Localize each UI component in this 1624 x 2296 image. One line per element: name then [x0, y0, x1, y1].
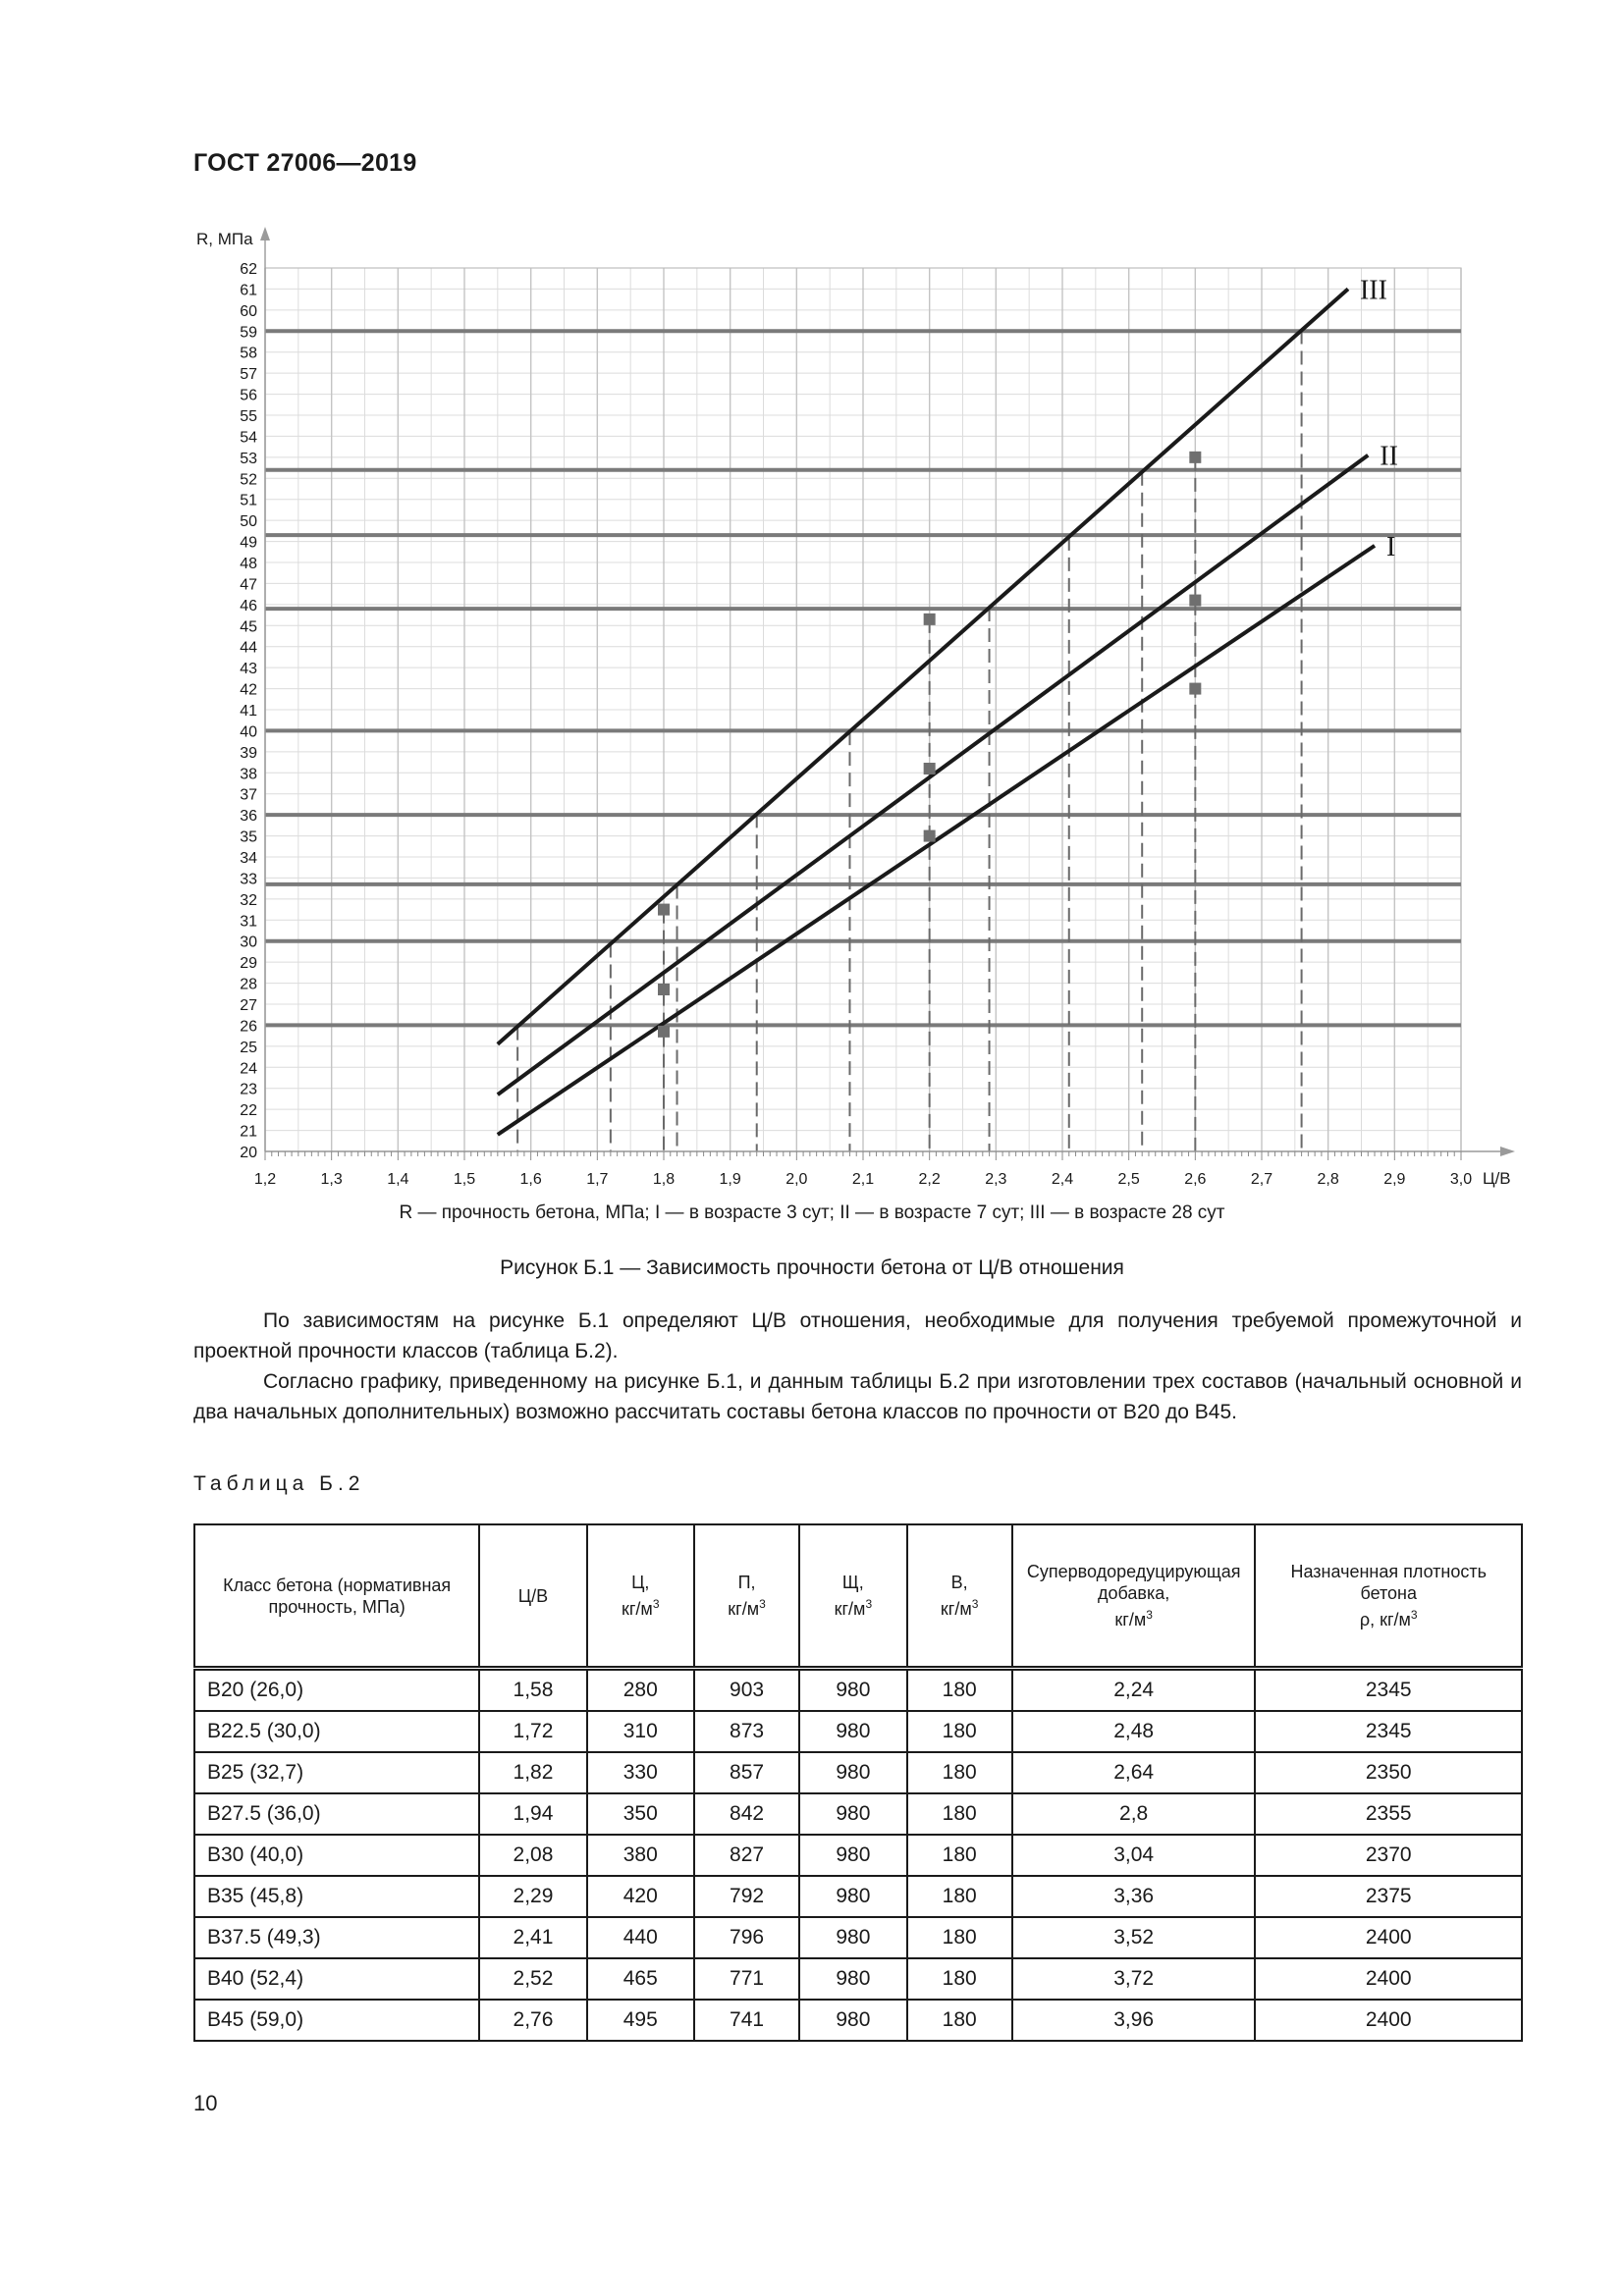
document-header: ГОСТ 27006—2019	[193, 149, 417, 177]
y-tick-label: 40	[240, 723, 257, 741]
table-cell: 903	[694, 1669, 799, 1712]
series-line-III	[498, 289, 1348, 1043]
table-header-cell: Назначенная плотность бетона ρ, $кг/м^3$	[1255, 1524, 1522, 1669]
table-cell: 2,24	[1012, 1669, 1256, 1712]
y-tick-label: 21	[240, 1123, 257, 1141]
mix-table	[193, 1523, 1523, 2042]
y-tick-label: 41	[240, 703, 257, 720]
x-tick-label: 1,2	[253, 1171, 277, 1188]
table-cell: 3,72	[1012, 1958, 1256, 2000]
table-cell: 350	[587, 1793, 694, 1835]
table-cell: 792	[694, 1876, 799, 1917]
table-cell: 495	[587, 2000, 694, 2041]
x-tick-label: 2,6	[1184, 1171, 1207, 1188]
x-tick-label: 2,5	[1117, 1171, 1140, 1188]
data-point	[1189, 683, 1201, 695]
x-tick-label: 2,9	[1383, 1171, 1406, 1188]
y-tick-label: 45	[240, 618, 257, 636]
table-cell: 1,72	[479, 1711, 586, 1752]
table-cell: 796	[694, 1917, 799, 1958]
y-tick-label: 28	[240, 976, 257, 993]
table-cell: В35 (45,8)	[194, 1876, 479, 1917]
y-tick-label: 31	[240, 913, 257, 931]
table-cell: 465	[587, 1958, 694, 2000]
y-tick-label: 62	[240, 261, 257, 278]
table-cell: 2350	[1255, 1752, 1522, 1793]
x-tick-label: 2,7	[1250, 1171, 1273, 1188]
table-cell: 440	[587, 1917, 694, 1958]
table-cell: 842	[694, 1793, 799, 1835]
table-cell: 980	[799, 1669, 906, 1712]
table-header-cell: Суперводоредуцирующая добавка, $кг/м^3$	[1012, 1524, 1256, 1669]
data-point	[658, 1026, 670, 1038]
table-cell: 1,82	[479, 1752, 586, 1793]
y-tick-label: 22	[240, 1102, 257, 1120]
y-axis-arrow	[260, 227, 270, 240]
table-cell: В37.5 (49,3)	[194, 1917, 479, 1958]
y-tick-label: 47	[240, 576, 257, 594]
table-cell: 420	[587, 1876, 694, 1917]
table-row	[194, 1876, 1522, 1917]
data-point	[924, 830, 936, 842]
data-point	[924, 763, 936, 774]
table-header-cell: В, $кг/м^3$	[907, 1524, 1012, 1669]
table-header-row	[194, 1524, 1522, 1669]
x-tick-label: 1,9	[719, 1171, 741, 1188]
y-tick-label: 50	[240, 513, 257, 531]
y-tick-label: 24	[240, 1060, 257, 1078]
table-cell: 980	[799, 1958, 906, 2000]
table-cell: В25 (32,7)	[194, 1752, 479, 1793]
data-point	[658, 984, 670, 995]
x-tick-label: 3,0	[1449, 1171, 1473, 1188]
table-cell: В27.5 (36,0)	[194, 1793, 479, 1835]
table-cell: 980	[799, 1876, 906, 1917]
table-cell: 2370	[1255, 1835, 1522, 1876]
y-tick-label: 33	[240, 871, 257, 888]
table-row	[194, 1958, 1522, 2000]
series-label: I	[1386, 531, 1396, 562]
table-cell: В45 (59,0)	[194, 2000, 479, 2041]
table-cell: 330	[587, 1752, 694, 1793]
x-tick-label: 2,2	[918, 1171, 941, 1188]
table-cell: 741	[694, 2000, 799, 2041]
table-cell: 280	[587, 1669, 694, 1712]
y-tick-label: 60	[240, 302, 257, 320]
table-cell: 2,08	[479, 1835, 586, 1876]
series-label: II	[1380, 441, 1398, 472]
y-tick-label: 44	[240, 639, 257, 657]
data-point	[1189, 595, 1201, 607]
table-cell: 771	[694, 1958, 799, 2000]
table-cell: 2,48	[1012, 1711, 1256, 1752]
table-row	[194, 1917, 1522, 1958]
table-cell: 1,94	[479, 1793, 586, 1835]
table-cell: 980	[799, 1793, 906, 1835]
table-header-cell: Щ, $кг/м^3$	[799, 1524, 906, 1669]
y-tick-label: 53	[240, 450, 257, 467]
y-axis-label: R, МПа	[196, 230, 253, 248]
x-tick-label: 2,1	[851, 1171, 875, 1188]
table-cell: 2355	[1255, 1793, 1522, 1835]
table-cell: 180	[907, 1752, 1012, 1793]
y-tick-label: 59	[240, 324, 257, 342]
data-point	[1189, 452, 1201, 463]
y-tick-label: 57	[240, 366, 257, 384]
x-tick-label: 2,4	[1051, 1171, 1074, 1188]
y-tick-label: 25	[240, 1039, 257, 1056]
table-header-cell: Ц, $кг/м^3$	[587, 1524, 694, 1669]
y-tick-label: 49	[240, 534, 257, 552]
table-cell: 180	[907, 1669, 1012, 1712]
series-label: III	[1359, 275, 1387, 306]
table-body	[194, 1669, 1522, 2042]
table-cell: 3,36	[1012, 1876, 1256, 1917]
table-cell: 180	[907, 1711, 1012, 1752]
table-cell: 873	[694, 1711, 799, 1752]
paragraph-2: Согласно графику, приведенному на рисунке Б.1, и данным таблицы Б.2 при изготовлении трех составов (начальный основной и два начальных дополнительных) возможно рассчитать составы бетона классов по прочности от В20 до В45.	[193, 1370, 1522, 1423]
table-cell: 2,52	[479, 1958, 586, 2000]
y-tick-label: 34	[240, 850, 257, 867]
table-cell: 180	[907, 2000, 1012, 2041]
table-cell: 2400	[1255, 2000, 1522, 2041]
x-axis-arrow	[1500, 1147, 1515, 1156]
table-cell: 180	[907, 1917, 1012, 1958]
table-cell: 180	[907, 1958, 1012, 2000]
x-tick-label: 2,8	[1317, 1171, 1339, 1188]
y-tick-label: 46	[240, 597, 257, 614]
y-tick-label: 48	[240, 556, 257, 572]
x-tick-label: 1,3	[320, 1171, 343, 1188]
x-tick-label: 1,4	[387, 1171, 409, 1188]
table-cell: 180	[907, 1876, 1012, 1917]
table-header-cell: Класс бетона (нормативная прочность, МПа)	[194, 1524, 479, 1669]
data-point	[924, 614, 936, 625]
table-cell: 180	[907, 1835, 1012, 1876]
paragraph-1: По зависимостям на рисунке Б.1 определяют Ц/В отношения, необходимые для получения требуемой промежуточной и проектной прочности классов (таблица Б.2).	[193, 1309, 1522, 1362]
y-tick-label: 20	[240, 1145, 257, 1161]
table-cell: 980	[799, 1917, 906, 1958]
table-cell: 857	[694, 1752, 799, 1793]
table-cell: 2345	[1255, 1711, 1522, 1752]
table-row	[194, 1752, 1522, 1793]
table-header-cell: П, $кг/м^3$	[694, 1524, 799, 1669]
y-tick-label: 43	[240, 661, 257, 678]
table-title: Таблица Б.2	[193, 1472, 365, 1495]
table-cell: 827	[694, 1835, 799, 1876]
y-tick-label: 56	[240, 387, 257, 404]
table-cell: 2,29	[479, 1876, 586, 1917]
table-cell: 180	[907, 1793, 1012, 1835]
x-tick-label: 2,3	[985, 1171, 1007, 1188]
table-cell: В22.5 (30,0)	[194, 1711, 479, 1752]
y-tick-label: 36	[240, 808, 257, 826]
y-tick-label: 27	[240, 997, 257, 1014]
y-tick-label: 52	[240, 471, 257, 489]
table-cell: 2,41	[479, 1917, 586, 1958]
table-cell: 2,76	[479, 2000, 586, 2041]
table-cell: 380	[587, 1835, 694, 1876]
y-tick-label: 32	[240, 891, 257, 909]
table-cell: 980	[799, 1711, 906, 1752]
x-tick-label: 1,7	[586, 1171, 609, 1188]
y-tick-label: 54	[240, 429, 257, 447]
table-row	[194, 2000, 1522, 2041]
table-cell: 2345	[1255, 1669, 1522, 1712]
table-row	[194, 1669, 1522, 1712]
y-tick-label: 35	[240, 828, 257, 846]
table-cell: 2,64	[1012, 1752, 1256, 1793]
page-number: 10	[193, 2091, 218, 2115]
table-cell: 2,8	[1012, 1793, 1256, 1835]
table-cell: 2375	[1255, 1876, 1522, 1917]
x-axis-label: Ц/В	[1483, 1169, 1511, 1188]
table-cell: 3,52	[1012, 1917, 1256, 1958]
y-tick-label: 37	[240, 786, 257, 804]
table-cell: 1,58	[479, 1669, 586, 1712]
table-cell: 980	[799, 2000, 906, 2041]
y-tick-label: 51	[240, 492, 257, 509]
table-row	[194, 1711, 1522, 1752]
table-cell: В40 (52,4)	[194, 1958, 479, 2000]
data-point	[658, 904, 670, 916]
table-header-cell: Ц/В	[479, 1524, 586, 1669]
x-tick-label: 1,6	[519, 1171, 542, 1188]
table-cell: 3,04	[1012, 1835, 1256, 1876]
y-tick-label: 42	[240, 681, 257, 699]
y-tick-label: 55	[240, 408, 257, 425]
x-tick-label: 1,5	[453, 1171, 476, 1188]
table-cell: 2400	[1255, 1958, 1522, 2000]
y-tick-label: 29	[240, 955, 257, 973]
series-line-II	[498, 455, 1368, 1095]
y-tick-label: 38	[240, 766, 257, 783]
table-cell: 980	[799, 1835, 906, 1876]
table-cell: 310	[587, 1711, 694, 1752]
y-tick-label: 23	[240, 1081, 257, 1098]
y-tick-label: 61	[240, 282, 257, 299]
table-cell: В30 (40,0)	[194, 1835, 479, 1876]
chart-legend-text: R — прочность бетона, МПа; I — в возрасте 3 сут; II — в возрасте 7 сут; III — в возрасте 28 сут	[399, 1202, 1225, 1223]
y-tick-label: 26	[240, 1018, 257, 1036]
table-cell: 980	[799, 1752, 906, 1793]
table-cell: 3,96	[1012, 2000, 1256, 2041]
table-cell: В20 (26,0)	[194, 1669, 479, 1712]
table-row	[194, 1835, 1522, 1876]
x-tick-label: 2,0	[785, 1171, 808, 1188]
figure-caption: Рисунок Б.1 — Зависимость прочности бетона от Ц/В отношения	[500, 1256, 1124, 1279]
y-tick-label: 39	[240, 744, 257, 762]
y-tick-label: 30	[240, 934, 257, 951]
x-tick-label: 1,8	[652, 1171, 676, 1188]
table-cell: 2400	[1255, 1917, 1522, 1958]
table-row	[194, 1793, 1522, 1835]
y-tick-label: 58	[240, 345, 257, 362]
